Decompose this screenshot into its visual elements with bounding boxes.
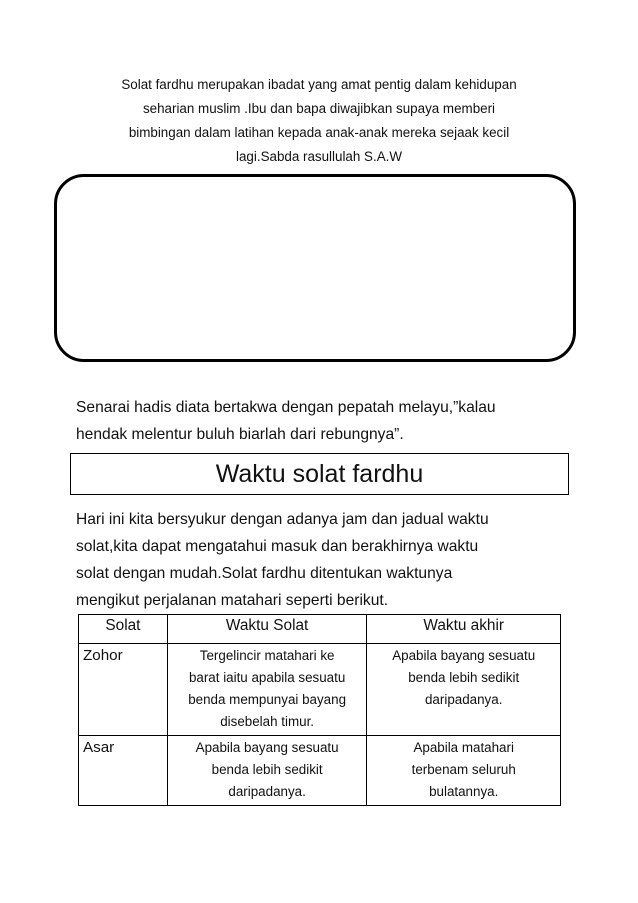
table-header-row	[79, 615, 561, 644]
cell-waktu-solat	[167, 644, 367, 736]
cell-line: bulatannya.	[429, 784, 499, 799]
cell-line: Apabila bayang sesuatu	[195, 740, 339, 755]
cell-line: benda mempunyai bayang	[188, 692, 347, 707]
senarai-line: Senarai hadis diata bertakwa dengan pepatah melayu,”kalau	[76, 399, 496, 416]
cell-waktu-akhir	[367, 736, 561, 806]
intro-line: Solat fardhu merupakan ibadat yang amat pentig dalam kehidupan	[121, 77, 517, 92]
cell-waktu-solat	[167, 736, 367, 806]
waktu-line: mengikut perjalanan matahari seperti berikut.	[76, 592, 389, 609]
prayer-time-table	[78, 614, 561, 806]
section-title	[70, 453, 569, 495]
cell-line: daripadanya.	[228, 784, 306, 799]
cell-line: Tergelincir matahari ke	[199, 648, 335, 663]
cell-line: daripadanya.	[424, 692, 503, 707]
waktu-line: solat dengan mudah.Solat fardhu ditentukan waktunya	[76, 565, 453, 582]
column-header-waktu-akhir: Waktu akhir	[367, 615, 561, 644]
cell-line: disebelah timur.	[220, 714, 315, 729]
column-header-waktu-solat: Waktu Solat	[167, 615, 367, 644]
senarai-paragraph	[76, 394, 566, 448]
waktu-paragraph	[76, 506, 566, 614]
cell-solat: Zohor	[79, 644, 168, 736]
cell-line: Apabila matahari	[413, 740, 514, 755]
column-header-solat: Solat	[79, 615, 168, 644]
waktu-line: Hari ini kita bersyukur dengan adanya jam dan jadual waktu	[76, 511, 489, 528]
cell-line: barat iaitu apabila sesuatu	[188, 670, 346, 685]
section-title-text: Waktu solat fardhu	[215, 459, 424, 488]
cell-line: benda lebih sedikit	[211, 762, 323, 777]
intro-line: bimbingan dalam latihan kepada anak-anak mereka sejaak kecil	[128, 125, 510, 140]
intro-line: seharian muslim .Ibu dan bapa diwajibkan supaya memberi	[142, 101, 496, 116]
hadis-answer-box[interactable]	[54, 174, 576, 362]
intro-line: lagi.Sabda rasullulah S.A.W	[236, 149, 402, 164]
cell-line: benda lebih sedikit	[408, 670, 520, 685]
cell-waktu-akhir	[367, 644, 561, 736]
table-row	[79, 736, 561, 806]
waktu-line: solat,kita dapat mengatahui masuk dan berakhirnya waktu	[76, 538, 479, 555]
cell-line: Apabila bayang sesuatu	[392, 648, 536, 663]
cell-solat: Asar	[79, 736, 168, 806]
senarai-line: hendak melentur buluh biarlah dari rebungnya”.	[76, 426, 404, 443]
cell-line: terbenam seluruh	[411, 762, 516, 777]
intro-paragraph	[78, 73, 560, 169]
table-row	[79, 644, 561, 736]
